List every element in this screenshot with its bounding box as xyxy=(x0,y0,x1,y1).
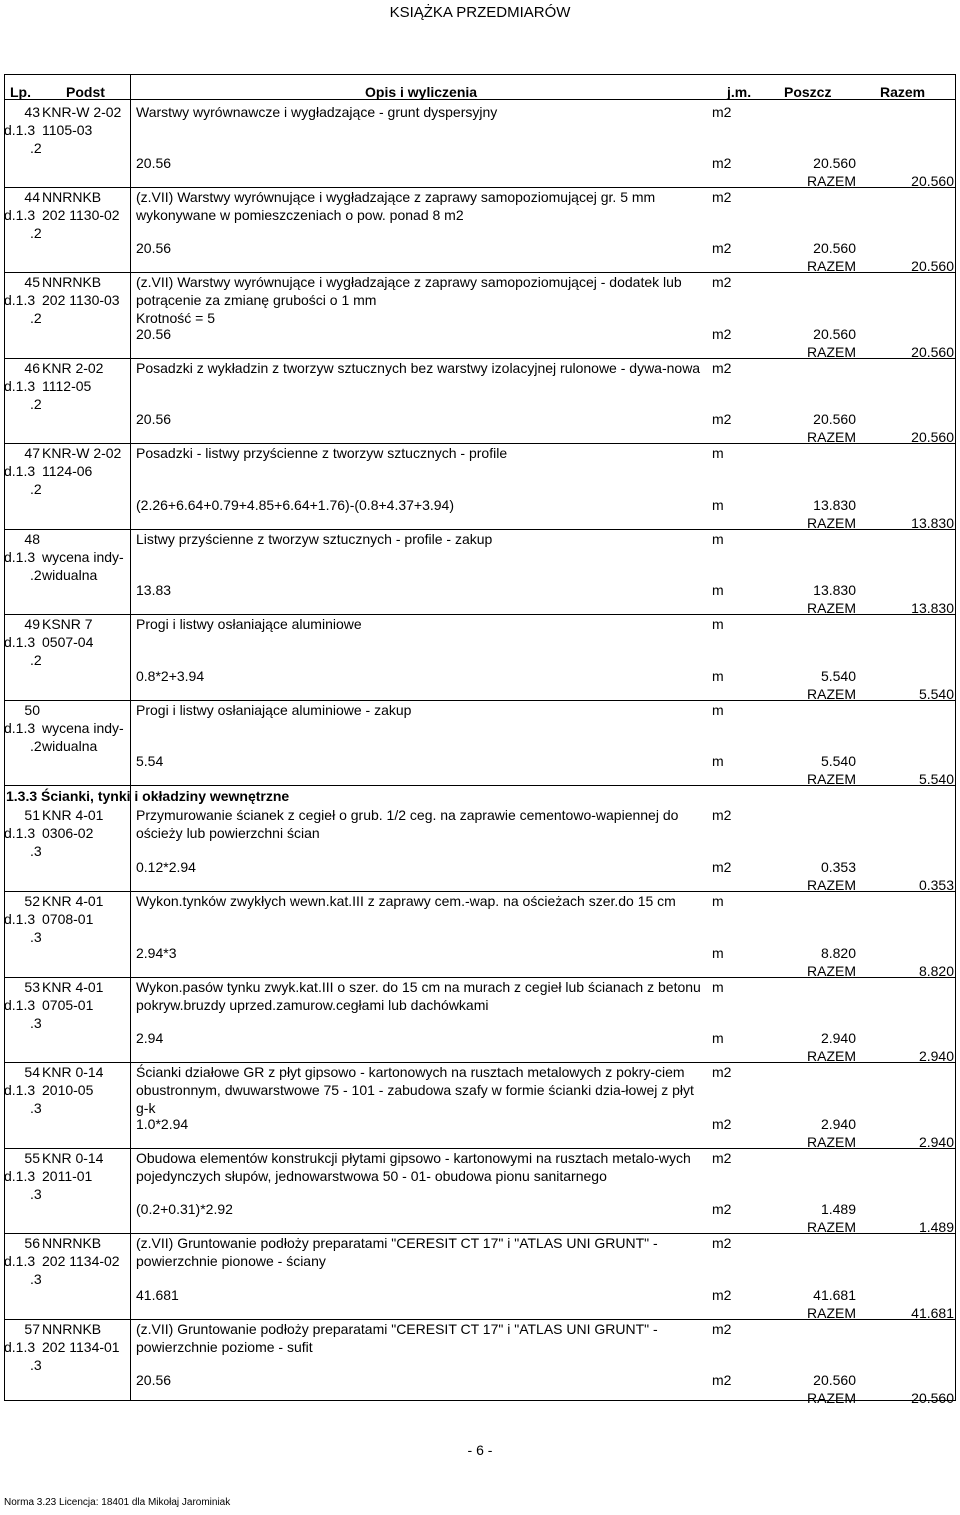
item-quantity: 8.820 xyxy=(820,945,856,961)
razem-value: 20.560 xyxy=(911,173,954,189)
razem-label: RAZEM xyxy=(807,344,856,360)
item-subnumber: d.1.3 xyxy=(4,1253,36,1269)
basis-code-line: 2010-05 xyxy=(42,1082,94,1098)
item-number: 56 xyxy=(24,1235,40,1251)
calc-unit: m2 xyxy=(712,155,732,171)
razem-label: RAZEM xyxy=(807,877,856,893)
basis-code-line: 1105-03 xyxy=(42,122,93,138)
item-description: (z.VII) Warstwy wyrównujące i wygładzające z zaprawy samopoziomującej gr. 5 mm wykonywane w pomieszczeniach o pow. ponad 8 m2 xyxy=(136,189,656,223)
item-quantity: 20.560 xyxy=(813,411,856,427)
item-calculation: 2.94 xyxy=(136,1030,164,1046)
license-note: Norma 3.23 Licencja: 18401 dla Mikołaj Jarominiak xyxy=(4,1497,231,1508)
calc-unit: m2 xyxy=(712,240,732,256)
item-quantity: 5.540 xyxy=(820,753,856,769)
item-unit: m2 xyxy=(712,1064,732,1080)
razem-label: RAZEM xyxy=(807,429,856,445)
item-number: 44 xyxy=(24,189,40,205)
item-calculation: 0.8*2+3.94 xyxy=(136,668,205,684)
item-description: Obudowa elementów konstrukcji płytami gipsowo - kartonowymi na rusztach metalo-wych pojedynczych słupów, jednowarstwowa 50 - 01- obudowa pionu sanitarnego xyxy=(136,1150,691,1184)
item-quantity: 20.560 xyxy=(813,155,856,171)
item-quantity: 1.489 xyxy=(820,1201,856,1217)
item-unit: m xyxy=(712,445,724,461)
item-multiplier: Krotność = 5 xyxy=(136,310,215,326)
item-subnumber: d.1.3 xyxy=(4,634,36,650)
item-number: 45 xyxy=(24,274,40,290)
column-header-opis: Opis i wyliczenia xyxy=(365,84,478,100)
item-quantity: 2.940 xyxy=(820,1116,856,1132)
item-subnumber-suffix: .3 xyxy=(30,1271,42,1287)
item-unit: m2 xyxy=(712,104,732,120)
razem-value: 5.540 xyxy=(918,686,954,702)
item-calculation: 20.56 xyxy=(136,1372,172,1388)
item-subnumber-suffix: .3 xyxy=(30,1015,42,1031)
basis-code-line: 202 1130-03 xyxy=(42,292,120,308)
basis-code-line: KNR-W 2-02 xyxy=(42,104,122,120)
item-description: Wykon.pasów tynku zwyk.kat.III o szer. do 15 cm na murach z cegieł lub ścianach z betonu pokryw.bruzdy uprzed.zamurow.cegłami lub dachówkami xyxy=(136,979,701,1013)
item-subnumber-suffix: .2 xyxy=(30,140,42,156)
item-number: 49 xyxy=(24,616,40,632)
item-number: 48 xyxy=(24,531,40,547)
calc-unit: m xyxy=(712,1030,724,1046)
item-number: 50 xyxy=(24,702,40,718)
razem-value: 8.820 xyxy=(918,963,954,979)
item-subnumber: d.1.3 xyxy=(4,122,36,138)
razem-label: RAZEM xyxy=(807,771,856,787)
item-calculation: 20.56 xyxy=(136,411,172,427)
razem-value: 41.681 xyxy=(911,1305,954,1321)
column-header-jm: j.m. xyxy=(727,84,752,100)
section-title: Ścianki, tynki i okładziny wewnętrzne xyxy=(41,788,290,804)
item-subnumber: d.1.3 xyxy=(4,207,36,223)
calc-unit: m2 xyxy=(712,411,732,427)
item-subnumber-suffix: .2 xyxy=(30,738,42,754)
column-header-lp: Lp. xyxy=(10,84,31,100)
basis-code-line: 0708-01 xyxy=(42,911,94,927)
item-description: Progi i listwy osłaniające aluminiowe - zakup xyxy=(136,702,412,718)
item-quantity: 2.940 xyxy=(820,1030,856,1046)
item-description: Przymurowanie ścianek z cegieł o grub. 1/2 ceg. na zaprawie cementowo-wapiennej do ościeży lub powierzchni ścian xyxy=(136,807,679,841)
item-quantity: 20.560 xyxy=(813,326,856,342)
item-subnumber: d.1.3 xyxy=(4,1168,36,1184)
item-description: Warstwy wyrównawcze i wygładzające - grunt dyspersyjny xyxy=(136,104,498,120)
column-header-razem: Razem xyxy=(880,84,926,100)
table-top-border xyxy=(4,74,956,75)
item-quantity: 20.560 xyxy=(813,1372,856,1388)
item-description: Wykon.tynków zwykłych wewn.kat.III z zaprawy cem.-wap. na ościeżach szer.do 15 cm xyxy=(136,893,676,909)
item-subnumber: d.1.3 xyxy=(4,1082,36,1098)
item-quantity: 5.540 xyxy=(820,668,856,684)
item-quantity: 41.681 xyxy=(813,1287,856,1303)
item-quantity: 0.353 xyxy=(820,859,856,875)
basis-code-line: KNR-W 2-02 xyxy=(42,445,122,461)
item-subnumber-suffix: .3 xyxy=(30,929,42,945)
item-subnumber-suffix: .2 xyxy=(30,310,42,326)
basis-code-line: 2011-01 xyxy=(42,1168,93,1184)
item-calculation: 41.681 xyxy=(136,1287,179,1303)
item-description: Listwy przyścienne z tworzyw sztucznych - profile - zakup xyxy=(136,531,493,547)
item-calculation: 20.56 xyxy=(136,240,172,256)
basis-code-line: NNRNKB xyxy=(42,189,102,205)
item-subnumber-suffix: .2 xyxy=(30,396,42,412)
basis-code-line: widualna xyxy=(42,738,98,754)
item-number: 47 xyxy=(24,445,40,461)
column-header-podst: Podst xyxy=(66,84,105,100)
item-unit: m xyxy=(712,979,724,995)
item-subnumber: d.1.3 xyxy=(4,825,36,841)
basis-code-line: KNR 0-14 xyxy=(42,1064,104,1080)
razem-label: RAZEM xyxy=(807,1305,856,1321)
page-title: KSIĄŻKA PRZEDMIARÓW xyxy=(389,4,571,21)
basis-code-line: 202 1134-01 xyxy=(42,1339,120,1355)
row-separator xyxy=(4,785,956,786)
item-description: (z.VII) Warstwy wyrównujące i wygładzające z zaprawy samopoziomującej - dodatek lub potrącenie za zmianę grubości o 1 mm xyxy=(136,274,682,308)
basis-code-line: NNRNKB xyxy=(42,274,102,290)
item-subnumber: d.1.3 xyxy=(4,378,36,394)
razem-value: 5.540 xyxy=(918,771,954,787)
item-subnumber-suffix: .3 xyxy=(30,843,42,859)
calc-unit: m xyxy=(712,668,724,684)
item-unit: m2 xyxy=(712,1150,732,1166)
razem-value: 1.489 xyxy=(918,1219,954,1235)
razem-value: 20.560 xyxy=(911,258,954,274)
razem-label: RAZEM xyxy=(807,963,856,979)
item-unit: m xyxy=(712,531,724,547)
basis-code-line: 1112-05 xyxy=(42,378,92,394)
item-description: Posadzki - listwy przyścienne z tworzyw sztucznych - profile xyxy=(136,445,508,461)
item-quantity: 13.830 xyxy=(813,582,856,598)
item-number: 53 xyxy=(24,979,40,995)
basis-code-line: NNRNKB xyxy=(42,1235,102,1251)
calc-unit: m2 xyxy=(712,859,732,875)
razem-value: 2.940 xyxy=(918,1134,954,1150)
item-calculation: 2.94*3 xyxy=(136,945,177,961)
razem-label: RAZEM xyxy=(807,515,856,531)
razem-value: 13.830 xyxy=(911,600,954,616)
column-header-poszcz: Poszcz xyxy=(784,84,832,100)
basis-code-line: KSNR 7 xyxy=(42,616,93,632)
item-calculation: 0.12*2.94 xyxy=(136,859,196,875)
basis-code-line: KNR 4-01 xyxy=(42,893,104,909)
basis-code-line: KNR 4-01 xyxy=(42,979,104,995)
basis-code-line: wycena indy- xyxy=(42,549,124,565)
calc-unit: m2 xyxy=(712,1201,732,1217)
basis-code-line: KNR 4-01 xyxy=(42,807,104,823)
item-subnumber-suffix: .3 xyxy=(30,1186,42,1202)
page-number: - 6 - xyxy=(467,1442,493,1458)
razem-label: RAZEM xyxy=(807,173,856,189)
basis-code-line: KNR 0-14 xyxy=(42,1150,104,1166)
razem-label: RAZEM xyxy=(807,1048,856,1064)
item-unit: m xyxy=(712,702,724,718)
razem-label: RAZEM xyxy=(807,258,856,274)
item-subnumber: d.1.3 xyxy=(4,463,36,479)
item-unit: m xyxy=(712,893,724,909)
item-unit: m2 xyxy=(712,807,732,823)
item-description: (z.VII) Gruntowanie podłoży preparatami "CERESIT CT 17" i "ATLAS UNI GRUNT" - powierzchnie poziome - sufit xyxy=(136,1321,658,1355)
razem-label: RAZEM xyxy=(807,1134,856,1150)
basis-code-line: widualna xyxy=(42,567,98,583)
item-unit: m2 xyxy=(712,360,732,376)
item-number: 54 xyxy=(24,1064,40,1080)
razem-label: RAZEM xyxy=(807,1390,856,1406)
item-number: 51 xyxy=(24,807,40,823)
razem-value: 0.353 xyxy=(918,877,954,893)
razem-label: RAZEM xyxy=(807,1219,856,1235)
item-unit: m2 xyxy=(712,1321,732,1337)
razem-value: 2.940 xyxy=(918,1048,954,1064)
item-description: Posadzki z wykładzin z tworzyw sztucznych bez warstwy izolacyjnej rulonowe - dywa-nowa xyxy=(136,360,701,376)
basis-code-line: 0507-04 xyxy=(42,634,94,650)
item-subnumber-suffix: .2 xyxy=(30,481,42,497)
item-quantity: 13.830 xyxy=(813,497,856,513)
item-number: 52 xyxy=(24,893,40,909)
item-calculation: 20.56 xyxy=(136,326,172,342)
basis-code-line: 0306-02 xyxy=(42,825,94,841)
razem-value: 20.560 xyxy=(911,429,954,445)
calc-unit: m2 xyxy=(712,326,732,342)
basis-code-line: 202 1130-02 xyxy=(42,207,120,223)
basis-code-line: NNRNKB xyxy=(42,1321,102,1337)
razem-value: 20.560 xyxy=(911,344,954,360)
item-subnumber: d.1.3 xyxy=(4,292,36,308)
basis-code-line: 1124-06 xyxy=(42,463,93,479)
razem-value: 20.560 xyxy=(911,1390,954,1406)
item-quantity: 20.560 xyxy=(813,240,856,256)
item-unit: m2 xyxy=(712,189,732,205)
item-subnumber: d.1.3 xyxy=(4,997,36,1013)
item-unit: m2 xyxy=(712,1235,732,1251)
item-description: Progi i listwy osłaniające aluminiowe xyxy=(136,616,362,632)
basis-code-line: wycena indy- xyxy=(42,720,124,736)
item-calculation: (2.26+6.64+0.79+4.85+6.64+1.76)-(0.8+4.37+3.94) xyxy=(136,497,454,513)
calc-unit: m2 xyxy=(712,1287,732,1303)
item-subnumber-suffix: .2 xyxy=(30,225,42,241)
item-subnumber: d.1.3 xyxy=(4,720,36,736)
item-subnumber: d.1.3 xyxy=(4,549,36,565)
item-subnumber-suffix: .2 xyxy=(30,652,42,668)
basis-code-line: KNR 2-02 xyxy=(42,360,104,376)
item-number: 46 xyxy=(24,360,40,376)
item-calculation: (0.2+0.31)*2.92 xyxy=(136,1201,233,1217)
calc-unit: m xyxy=(712,753,724,769)
item-number: 55 xyxy=(24,1150,40,1166)
item-subnumber-suffix: .3 xyxy=(30,1100,42,1116)
section-heading xyxy=(6,788,289,804)
calc-unit: m xyxy=(712,497,724,513)
item-calculation: 1.0*2.94 xyxy=(136,1116,189,1132)
item-description: (z.VII) Gruntowanie podłoży preparatami "CERESIT CT 17" i "ATLAS UNI GRUNT" - powierzchnie pionowe - ściany xyxy=(136,1235,658,1269)
item-subnumber: d.1.3 xyxy=(4,911,36,927)
item-subnumber-suffix: .2 xyxy=(30,567,42,583)
item-calculation: 20.56 xyxy=(136,155,172,171)
item-calculation: 13.83 xyxy=(136,582,172,598)
item-subnumber: d.1.3 xyxy=(4,1339,36,1355)
item-calculation: 5.54 xyxy=(136,753,164,769)
razem-label: RAZEM xyxy=(807,600,856,616)
item-unit: m2 xyxy=(712,274,732,290)
calc-unit: m2 xyxy=(712,1116,732,1132)
item-subnumber-suffix: .3 xyxy=(30,1357,42,1373)
calc-unit: m2 xyxy=(712,1372,732,1388)
item-description: Ścianki działowe GR z płyt gipsowo - kartonowych na rusztach metalowych z pokry-ciem obustronnym, dwuwarstwowe 75 - 101 - zabudowa szafy w formie ścianki dzia-łowej z płyt g-k xyxy=(136,1064,694,1116)
item-unit: m xyxy=(712,616,724,632)
razem-label: RAZEM xyxy=(807,686,856,702)
section-number: 1.3.3 xyxy=(6,788,38,804)
calc-unit: m xyxy=(712,945,724,961)
calc-unit: m xyxy=(712,582,724,598)
razem-value: 13.830 xyxy=(911,515,954,531)
basis-code-line: 0705-01 xyxy=(42,997,94,1013)
basis-code-line: 202 1134-02 xyxy=(42,1253,120,1269)
item-number: 57 xyxy=(24,1321,40,1337)
item-number: 43 xyxy=(24,104,40,120)
